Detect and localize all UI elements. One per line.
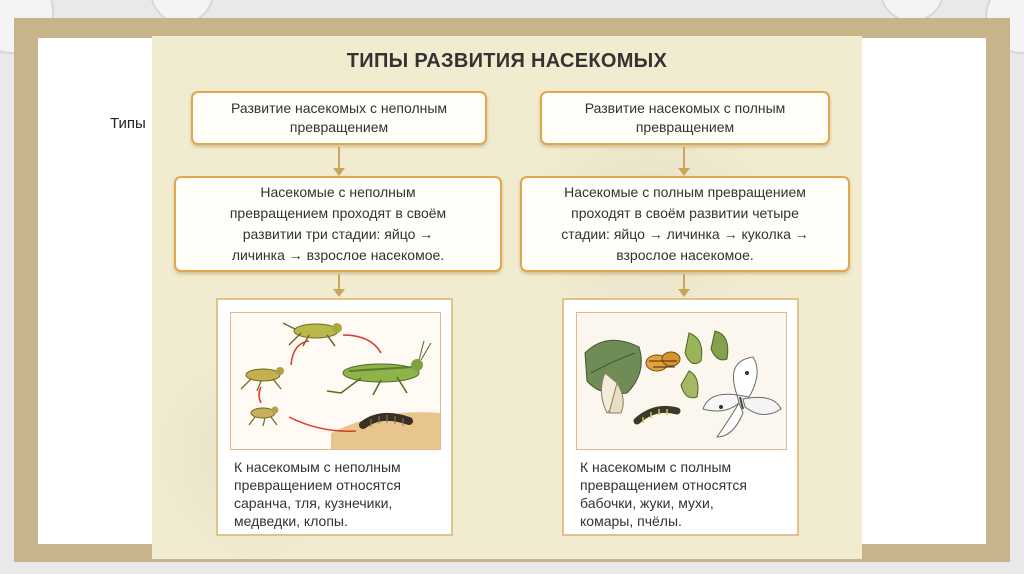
butterfly-cycle-illustration — [577, 313, 786, 449]
complete-description-box — [520, 176, 850, 272]
complete-desc-line2: проходят в своём развитии четыре — [571, 205, 799, 221]
development-types-panel — [152, 36, 862, 559]
nymph-large-icon — [283, 323, 342, 346]
complete-caption-line2: превращением относятся — [580, 477, 747, 493]
incomplete-caption-line3: саранча, тля, кузнечики, — [234, 495, 393, 511]
incomplete-caption — [234, 458, 401, 530]
complete-arrow-2 — [683, 274, 685, 290]
complete-desc-line1: Насекомые с полным превращением — [564, 184, 806, 200]
complete-example-card — [562, 298, 799, 536]
caterpillar-cluster-icon — [646, 352, 680, 371]
incomplete-desc-line3: развитии три стадии: яйцо → — [242, 226, 434, 242]
complete-header-line2: превращением — [635, 119, 735, 135]
incomplete-caption-line2: превращением относятся — [234, 477, 401, 493]
complete-caption-line3: бабочки, жуки, мухи, — [580, 495, 714, 511]
incomplete-example-card — [216, 298, 453, 536]
white-butterfly-icon — [703, 357, 781, 437]
incomplete-arrow-1 — [338, 147, 340, 169]
complete-arrow-1 — [683, 147, 685, 169]
complete-caption-line1: К насекомым с полным — [580, 459, 732, 475]
incomplete-header-box — [191, 91, 487, 145]
complete-desc-line4: взрослое насекомое. — [616, 247, 754, 263]
incomplete-desc-line2: превращением проходят в своём — [229, 205, 447, 221]
complete-cycle-picture — [576, 312, 787, 450]
incomplete-cycle-picture — [230, 312, 441, 450]
slide-side-text: Типы — [110, 115, 146, 132]
incomplete-desc-line1: Насекомые с неполным — [260, 184, 416, 200]
incomplete-caption-line1: К насекомым с неполным — [234, 459, 401, 475]
incomplete-arrow-2 — [338, 274, 340, 290]
complete-caption — [580, 458, 747, 530]
panel-title: ТИПЫ РАЗВИТИЯ НАСЕКОМЫХ — [346, 50, 668, 72]
incomplete-header-line2: превращением — [289, 119, 389, 135]
complete-header-box — [540, 91, 830, 145]
incomplete-description-box — [174, 176, 502, 272]
cycle-arrow-4 — [259, 387, 261, 403]
incomplete-desc-line4: личинка → взрослое насекомое. — [231, 247, 445, 263]
incomplete-header-line1: Развитие насекомых с неполным — [230, 100, 448, 116]
grasshopper-cycle-illustration — [231, 313, 440, 449]
complete-header-line1: Развитие насекомых с полным — [584, 100, 786, 116]
complete-desc-line3: стадии: яйцо → личинка → куколка → — [561, 226, 809, 242]
pupa-icon — [681, 331, 728, 398]
cycle-arrow-1 — [291, 341, 309, 365]
nymph-medium-icon — [241, 367, 284, 391]
complete-caption-line4: комары, пчёлы. — [580, 513, 682, 529]
nymph-small-icon — [249, 407, 279, 427]
incomplete-caption-line4: медведки, клопы. — [234, 513, 348, 529]
caterpillar-icon — [637, 409, 677, 423]
cycle-arrow-2 — [343, 335, 381, 353]
